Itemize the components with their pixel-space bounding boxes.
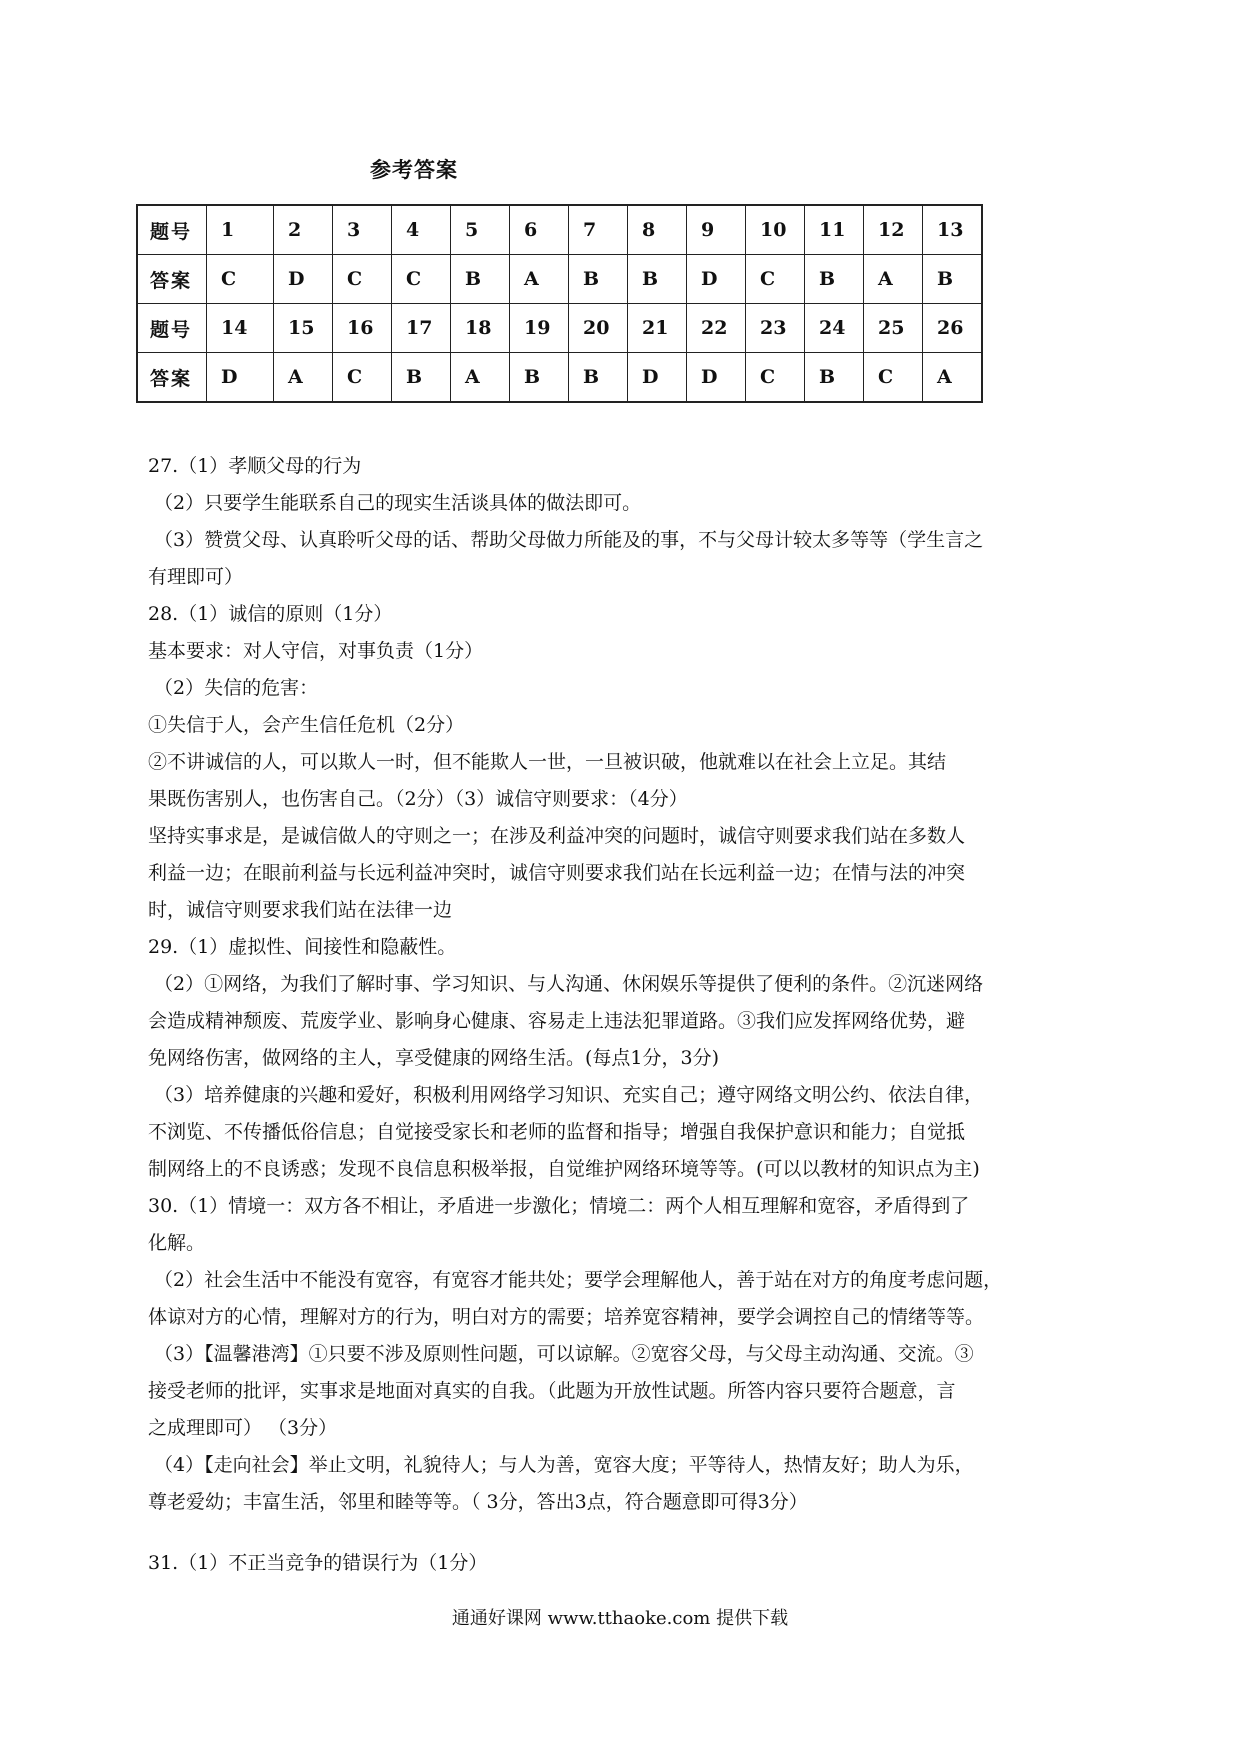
question-number-cell: 26 xyxy=(923,304,983,353)
answer-cell: D xyxy=(628,353,687,403)
question-number-cell: 24 xyxy=(805,304,864,353)
answer-cell: C xyxy=(864,353,923,403)
answer-cell: C xyxy=(392,255,451,304)
question-number-cell: 22 xyxy=(687,304,746,353)
question-number-cell: 3 xyxy=(333,205,392,255)
answer-cell: A xyxy=(923,353,983,403)
question-number-cell: 20 xyxy=(569,304,628,353)
answer-line: （3）培养健康的兴趣和爱好，积极利用网络学习知识、充实自己；遵守网络文明公约、依法自律， xyxy=(154,1084,984,1106)
question-number-cell: 16 xyxy=(333,304,392,353)
question-number-row xyxy=(137,304,982,353)
question-number-cell: 5 xyxy=(451,205,510,255)
answer-cell: B xyxy=(510,353,569,403)
answer-line: 接受老师的批评，实事求是地面对真实的自我。（此题为开放性试题。所答内容只要符合题意，言 xyxy=(148,1380,956,1402)
answer-line: （2）失信的危害： xyxy=(154,677,319,699)
question-number-cell: 23 xyxy=(746,304,805,353)
question-number-cell: 19 xyxy=(510,304,569,353)
question-number-cell: 21 xyxy=(628,304,687,353)
answer-cell: B xyxy=(569,255,628,304)
answer-line: 利益一边；在眼前利益与长远利益冲突时，诚信守则要求我们站在长远利益一边；在情与法的冲突 xyxy=(148,862,966,884)
answer-line: （2）只要学生能联系自己的现实生活谈具体的做法即可。 xyxy=(154,492,642,514)
answer-line: 免网络伤害，做网络的主人，享受健康的网络生活。(每点1分，3分) xyxy=(148,1047,720,1069)
question-number-cell: 15 xyxy=(274,304,333,353)
answer-cell: B xyxy=(923,255,983,304)
answer-cell: C xyxy=(207,255,274,304)
row-header-answer: 答案 xyxy=(137,255,207,304)
question-number-cell: 13 xyxy=(923,205,983,255)
question-number-cell: 6 xyxy=(510,205,569,255)
answer-explanations xyxy=(148,448,1100,1582)
answer-line: 之成理即可） （3分） xyxy=(148,1417,338,1439)
answer-cell: A xyxy=(510,255,569,304)
answer-cell: B xyxy=(805,353,864,403)
question-number-cell: 25 xyxy=(864,304,923,353)
answer-line: 30.（1）情境一：双方各不相让，矛盾进一步激化；情境二：两个人相互理解和宽容，矛盾得到了 xyxy=(148,1195,970,1217)
question-number-cell: 1 xyxy=(207,205,274,255)
question-number-cell: 11 xyxy=(805,205,864,255)
answer-line: 31.（1）不正当竞争的错误行为（1分） xyxy=(148,1552,488,1574)
row-header-question: 题号 xyxy=(137,205,207,255)
answer-cell: D xyxy=(687,353,746,403)
question-number-cell: 8 xyxy=(628,205,687,255)
answer-line: 化解。 xyxy=(148,1232,206,1254)
answer-line: ②不讲诚信的人，可以欺人一时，但不能欺人一世，一旦被识破，他就难以在社会上立足。其结 xyxy=(148,751,947,773)
answer-line: 会造成精神颓废、荒废学业、影响身心健康、容易走上违法犯罪道路。③我们应发挥网络优势，避 xyxy=(148,1010,966,1032)
answer-cell: B xyxy=(569,353,628,403)
answer-row xyxy=(137,353,982,403)
question-number-cell: 17 xyxy=(392,304,451,353)
question-number-cell: 9 xyxy=(687,205,746,255)
answer-cell: C xyxy=(746,353,805,403)
answer-line: 尊老爱幼；丰富生活，邻里和睦等等。（ 3分，答出3点，符合题意即可得3分） xyxy=(148,1491,808,1513)
row-header-question: 题号 xyxy=(137,304,207,353)
answer-cell: B xyxy=(392,353,451,403)
answer-line: （3）赞赏父母、认真聆听父母的话、帮助父母做力所能及的事，不与父母计较太多等等（学生言之 xyxy=(154,529,984,551)
answer-table-body xyxy=(137,205,982,402)
answer-cell: D xyxy=(274,255,333,304)
answer-cell: B xyxy=(451,255,510,304)
answer-cell: B xyxy=(805,255,864,304)
question-number-cell: 18 xyxy=(451,304,510,353)
answer-line: 28.（1）诚信的原则（1分） xyxy=(148,603,393,625)
footer-credit: 通通好课网 www.tthaoke.com 提供下载 xyxy=(451,1608,789,1629)
question-number-cell: 7 xyxy=(569,205,628,255)
answer-line: 27.（1）孝顺父母的行为 xyxy=(148,455,362,477)
question-number-cell: 12 xyxy=(864,205,923,255)
page-title: 参考答案 xyxy=(370,157,458,182)
question-number-row xyxy=(137,205,982,255)
answer-line: 坚持实事求是，是诚信做人的守则之一；在涉及利益冲突的问题时，诚信守则要求我们站在多数人 xyxy=(148,825,966,847)
answer-line: 29.（1）虚拟性、间接性和隐蔽性。 xyxy=(148,936,457,958)
question-number-cell: 4 xyxy=(392,205,451,255)
answer-row xyxy=(137,255,982,304)
answer-cell: B xyxy=(628,255,687,304)
question-number-cell: 10 xyxy=(746,205,805,255)
answer-cell: C xyxy=(746,255,805,304)
answer-cell: A xyxy=(864,255,923,304)
question-number-cell: 2 xyxy=(274,205,333,255)
answer-line: （2）①网络，为我们了解时事、学习知识、与人沟通、休闲娱乐等提供了便利的条件。②沉迷网络 xyxy=(154,973,984,995)
answer-line: 有理即可） xyxy=(148,566,244,588)
answer-line: 基本要求：对人守信，对事负责（1分） xyxy=(148,640,484,662)
answer-line: （4）【走向社会】举止文明，礼貌待人；与人为善，宽容大度；平等待人，热情友好；助人为乐， xyxy=(154,1454,974,1476)
answer-cell: D xyxy=(687,255,746,304)
answer-line: 果既伤害别人，也伤害自己。（2分）（3）诚信守则要求：（4分） xyxy=(148,788,688,810)
answer-cell: A xyxy=(274,353,333,403)
answer-cell: A xyxy=(451,353,510,403)
answer-cell: D xyxy=(207,353,274,403)
answer-line: 时，诚信守则要求我们站在法律一边 xyxy=(148,899,453,921)
row-header-answer: 答案 xyxy=(137,353,207,403)
answer-table xyxy=(136,204,983,403)
question-number-cell: 14 xyxy=(207,304,274,353)
answer-line: 体谅对方的心情，理解对方的行为，明白对方的需要；培养宽容精神，要学会调控自己的情绪等等。 xyxy=(148,1306,985,1328)
answer-cell: C xyxy=(333,353,392,403)
answer-line: ①失信于人，会产生信任危机（2分） xyxy=(148,714,465,736)
answer-line: （3）【温馨港湾】①只要不涉及原则性问题，可以谅解。②宽容父母，与父母主动沟通、交流。③ xyxy=(154,1343,974,1365)
answer-line: 不浏览、不传播低俗信息；自觉接受家长和老师的监督和指导；增强自我保护意识和能力；自觉抵 xyxy=(148,1121,966,1143)
answer-line: 制网络上的不良诱惑；发现不良信息积极举报，自觉维护网络环境等等。(可以以教材的知识点为主) xyxy=(148,1158,980,1180)
answer-line: （2）社会生活中不能没有宽容，有宽容才能共处；要学会理解他人，善于站在对方的角度考虑问题， xyxy=(154,1269,1003,1291)
answer-cell: C xyxy=(333,255,392,304)
